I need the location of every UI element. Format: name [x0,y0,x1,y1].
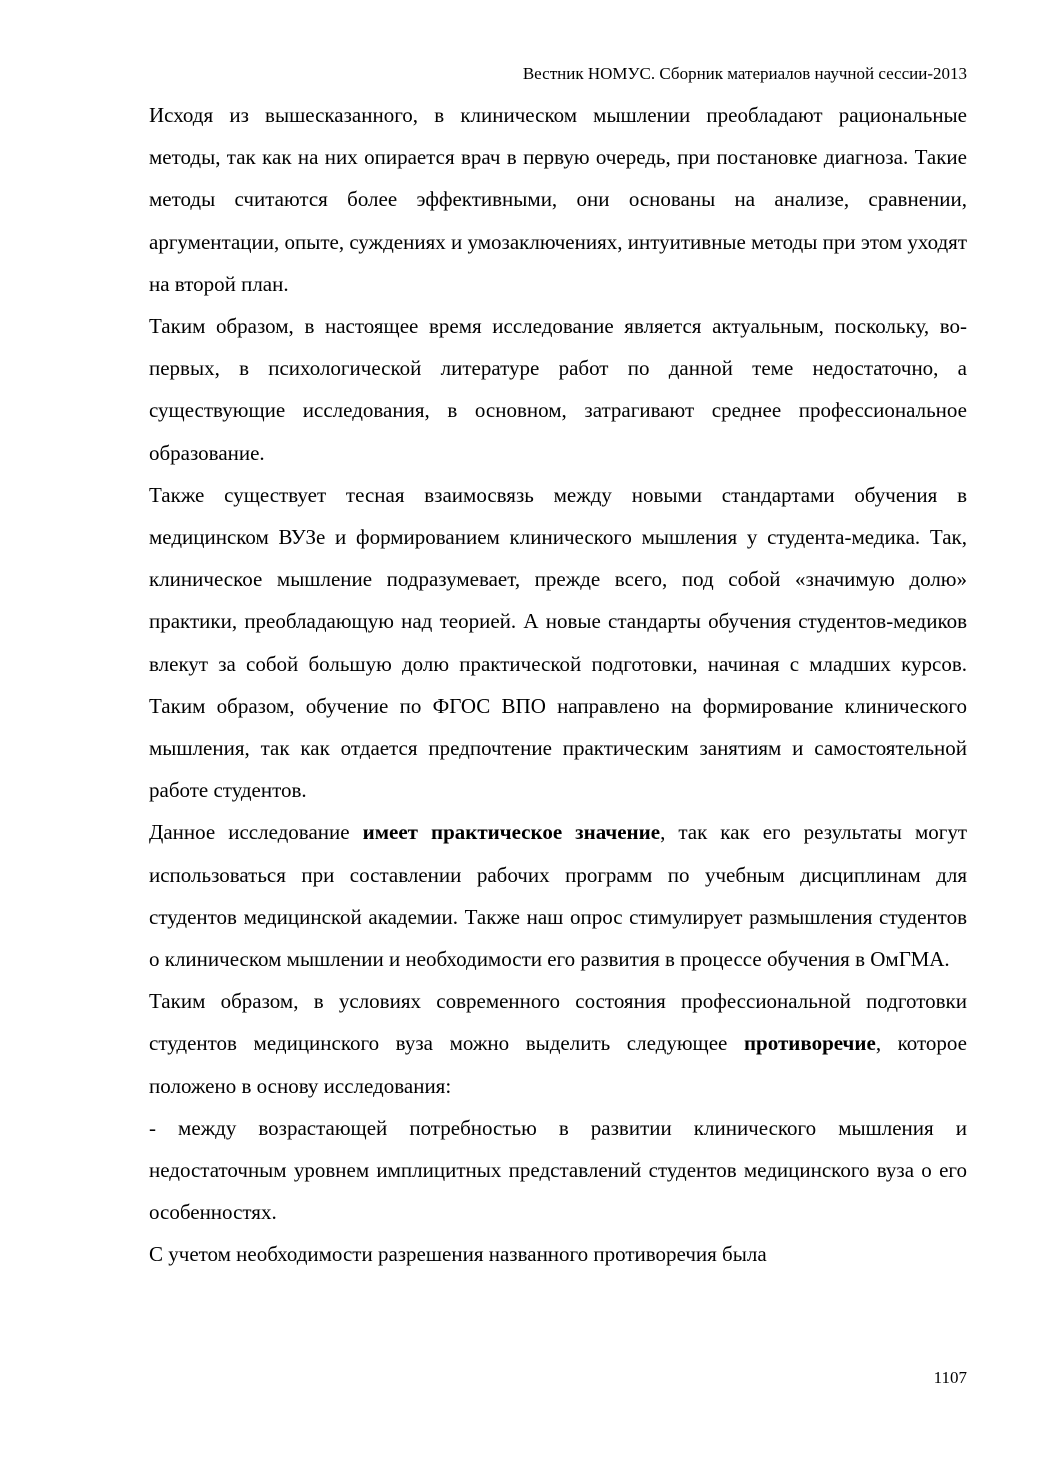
practical-significance-bold: имеет практическое значение [362,820,661,845]
running-header: Вестник НОМУС. Сборник материалов научной сессии-2013 [522,64,967,83]
paragraph-continuation: С учетом необходимости разрешения названного противоречия была [149,1242,767,1267]
article-body [149,94,967,1276]
page-number: 1107 [933,1368,967,1387]
contradiction-bold: противоречие [743,1031,876,1056]
contradiction-text-end: , которое положено в основу исследования: [149,1031,967,1098]
paragraph-relevance: Таким образом, в настоящее время исследование является актуальным, поскольку, во-первых, в психологической литературе работ по данной теме недостаточно, а существующие исследования, в основном, затрагивают среднее профессиональное образование. [149,314,967,465]
paragraph-contradiction [149,980,967,1107]
contradiction-text-start: Таким образом, в условиях современного состояния профессиональной подготовки студентов медицинского вуза можно выделить следующее [149,989,967,1056]
paragraph-contradiction-item: - между возрастающей потребностью в развитии клинического мышления и недостаточным уровнем имплицитных представлений студентов медицинского вуза о его особенностях. [149,1115,967,1225]
paragraph-standards: Также существует тесная взаимосвязь между новыми стандартами обучения в медицинском ВУЗе и формированием клинического мышления у студента-медика. Так, клиническое мышление подразумевает, прежде всего, под собой «значимую долю» практики, преобладающую над теорией. А новые стандарты обучения студентов-медиков влекут за собой большую долю практической подготовки, начиная с младших курсов. Таким образом, обучение по ФГОС ВПО направлено на формирование клинического мышления, так как отдается предпочтение практическим занятиям и самостоятельной работе студентов. [149,482,967,803]
practical-significance-text-end: , так как его результаты могут использоваться при составлении рабочих программ по учебным дисциплинам для студентов медицинской академии. Также наш опрос стимулирует размышления студентов о клиническом мышлении и необходимости его развития в процессе обучения в ОмГМА. [149,820,968,972]
practical-significance-text-start: Данное исследование [149,820,363,845]
paragraph-practical-significance [149,811,967,980]
paragraph-rational-methods: Исходя из вышесказанного, в клиническом мышлении преобладают рациональные методы, так как на них опирается врач в первую очередь, при постановке диагноза. Такие методы считаются более эффективными, они основаны на анализе, сравнении, аргументации, опыте, суждениях и умозаключениях, интуитивные методы при этом уходят на второй план. [149,103,967,296]
